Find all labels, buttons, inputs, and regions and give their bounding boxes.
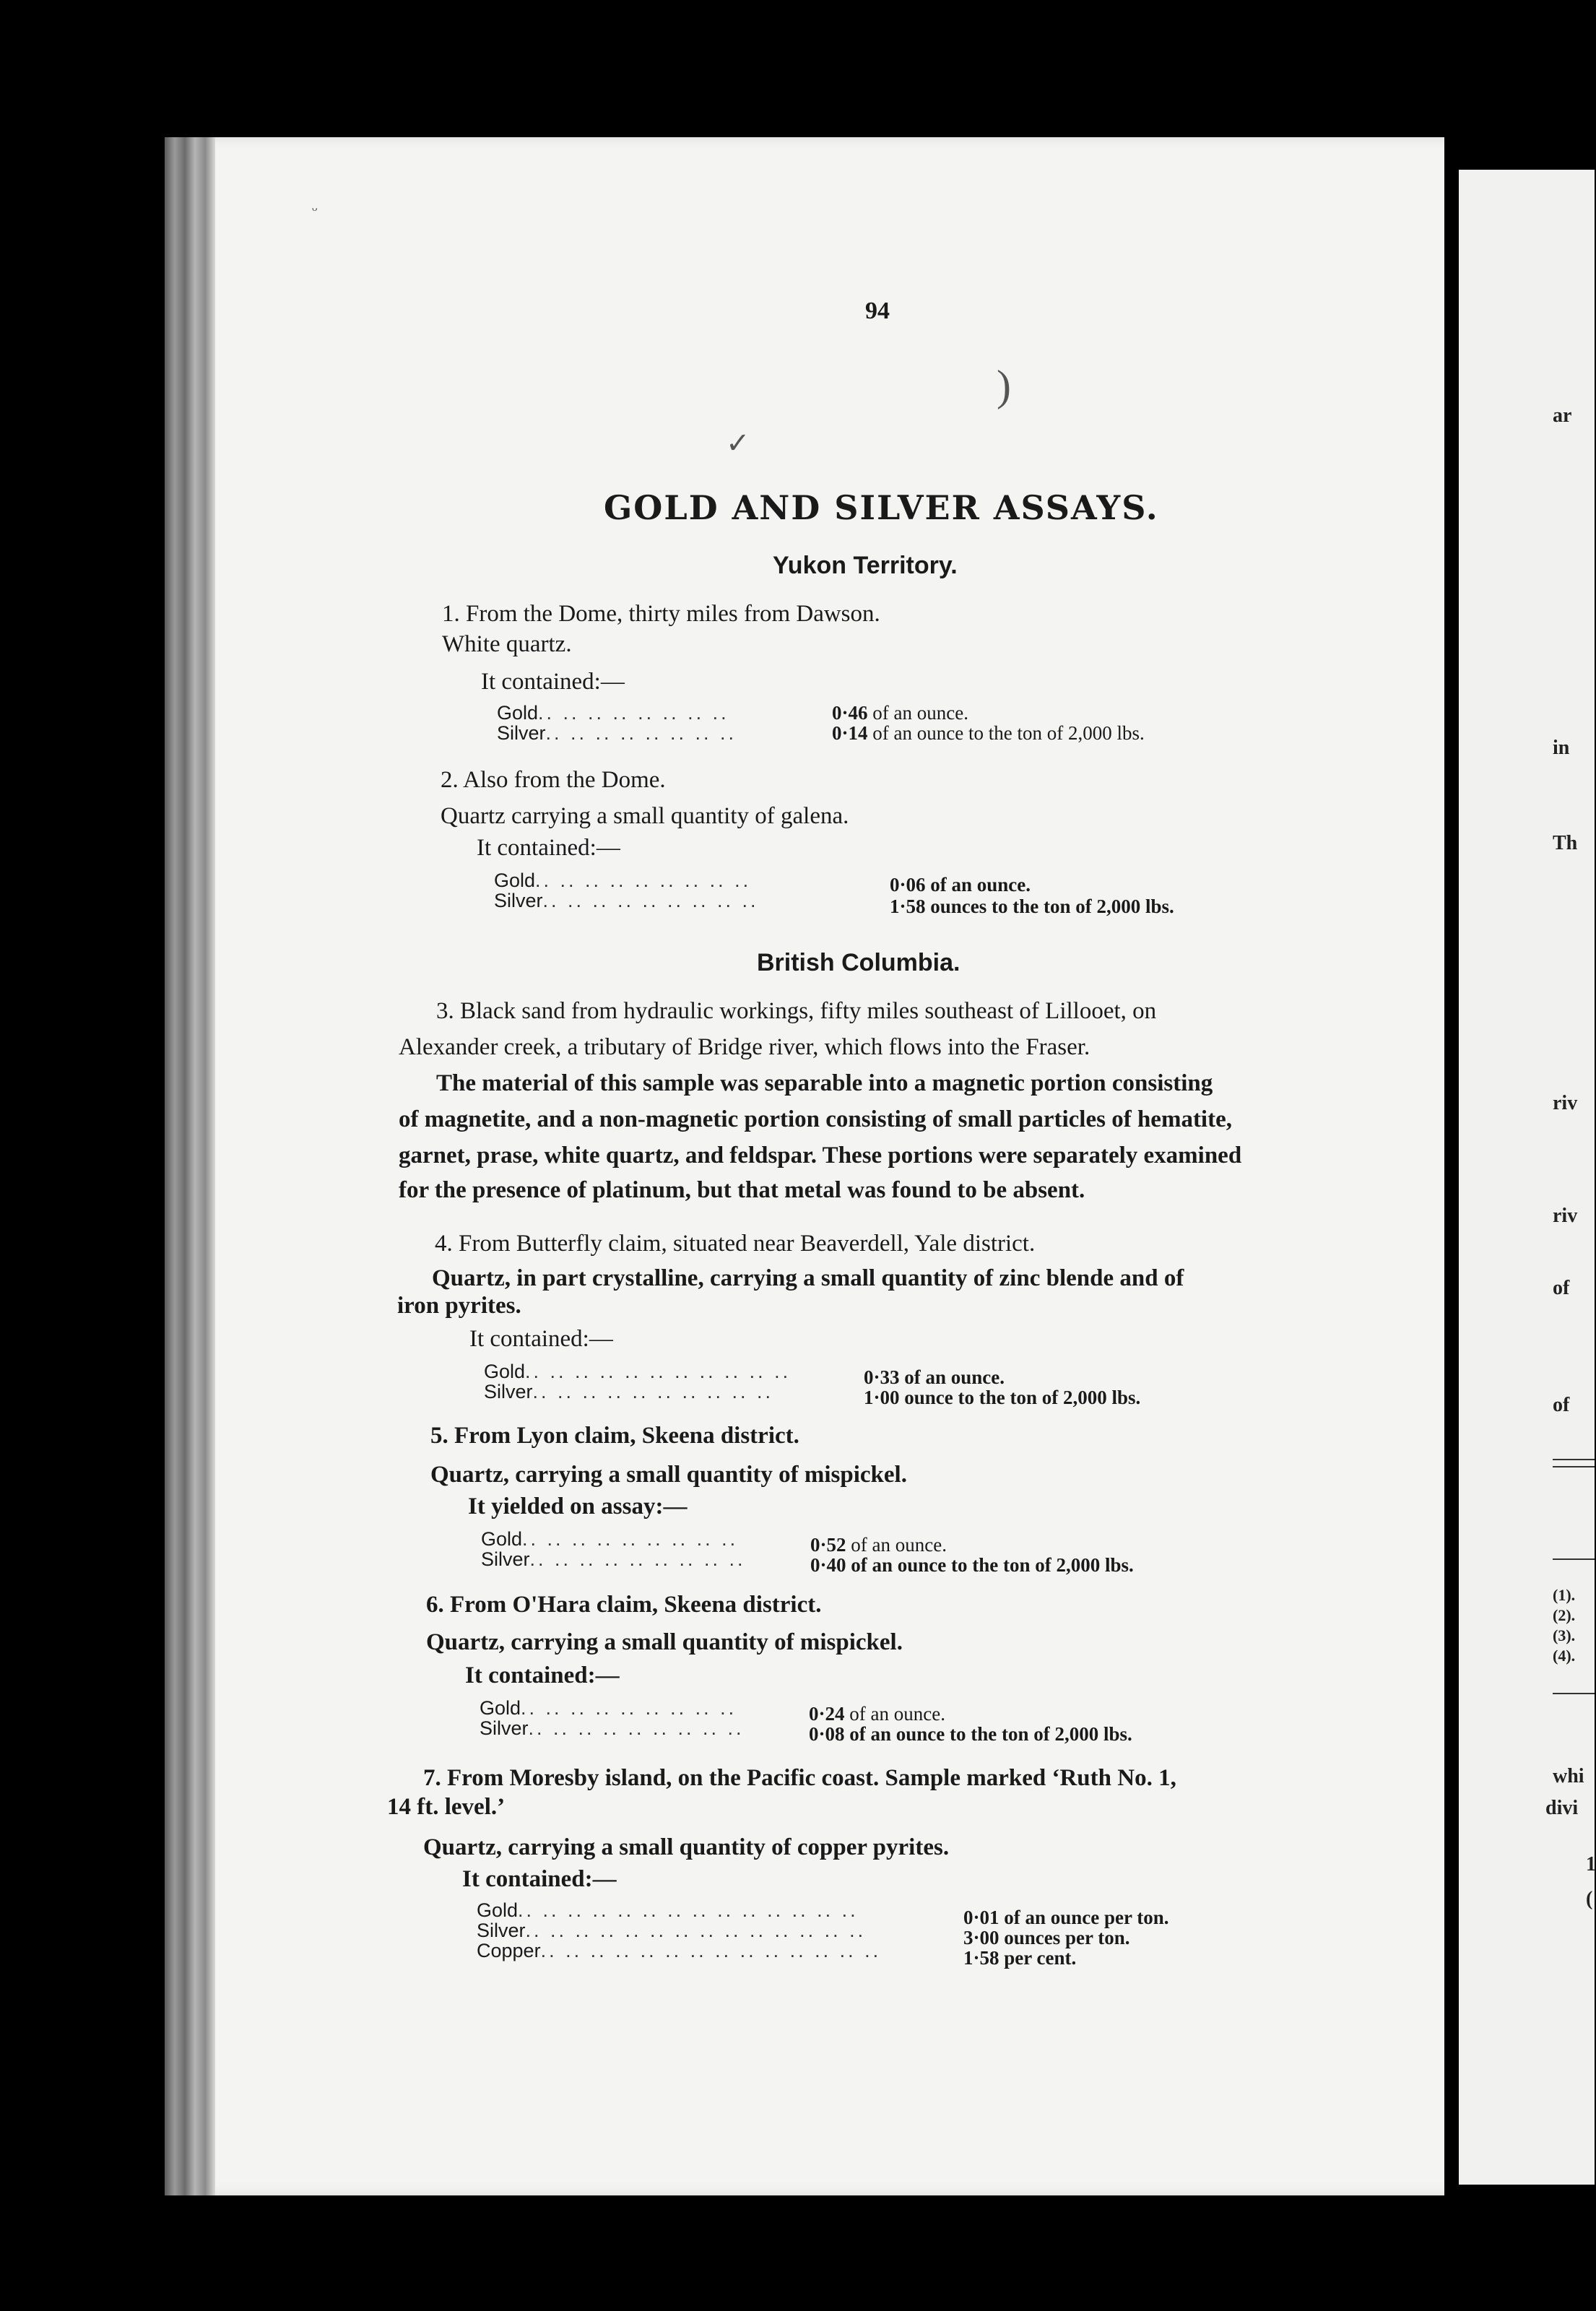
sample-line: of magnetite, and a non-magnetic portion consisting of small particles of hematite, bbox=[399, 1106, 1232, 1132]
sample-line: garnet, prase, white quartz, and feldspar. These portions were separately examined bbox=[399, 1143, 1242, 1168]
facing-page bbox=[1459, 170, 1595, 2185]
assay-label: Gold bbox=[497, 702, 539, 724]
scan-speck: ✓ bbox=[726, 427, 750, 459]
facing-fragment: whi bbox=[1553, 1765, 1584, 1787]
facing-fragment: ( bbox=[1586, 1888, 1593, 1910]
assay-value: 0·40 of an ounce to the ton of 2,000 lbs. bbox=[810, 1554, 1134, 1576]
facing-rule bbox=[1553, 1693, 1595, 1694]
sample-line: 7. From Moresby island, on the Pacific coast. Sample marked ‘Ruth No. 1, bbox=[423, 1765, 1176, 1791]
assay-label: Gold bbox=[484, 1361, 526, 1382]
scan-speck: ) bbox=[997, 362, 1011, 409]
assay-value: 0·52 of an ounce. bbox=[810, 1534, 947, 1556]
facing-fragment: (4). bbox=[1553, 1647, 1576, 1665]
facing-fragment: (1). bbox=[1553, 1586, 1576, 1604]
assay-label: Silver bbox=[484, 1381, 533, 1402]
sample-line: 1. From the Dome, thirty miles from Dawson. bbox=[442, 601, 880, 627]
facing-fragment: (3). bbox=[1553, 1626, 1576, 1644]
assay-label: Gold bbox=[481, 1528, 523, 1550]
assay-value: 0·14 of an ounce to the ton of 2,000 lbs. bbox=[832, 722, 1145, 744]
assay-label: Silver bbox=[497, 722, 546, 744]
assay-label: Silver bbox=[480, 1717, 529, 1739]
facing-fragment: riv bbox=[1553, 1205, 1578, 1227]
facing-fragment: Th bbox=[1553, 832, 1578, 854]
sample-line: Quartz, carrying a small quantity of copper pyrites. bbox=[423, 1834, 950, 1860]
assay-label: Gold bbox=[494, 870, 536, 891]
assay-value: 3·00 ounces per ton. bbox=[963, 1927, 1130, 1948]
facing-fragment: ar bbox=[1553, 404, 1572, 427]
sample-line: Quartz carrying a small quantity of galena. bbox=[441, 803, 849, 829]
assay-value: 1·58 per cent. bbox=[963, 1947, 1077, 1969]
assay-row-gold: Gold.. .. .. .. .. .. .. .. .. bbox=[494, 870, 752, 891]
facing-fragment: 1 bbox=[1586, 1853, 1596, 1876]
sample-line: 6. From O'Hara claim, Skeena district. bbox=[426, 1592, 822, 1618]
assay-label: Silver bbox=[494, 890, 543, 911]
sample-line: 5. From Lyon claim, Skeena district. bbox=[430, 1423, 799, 1449]
assay-intro: It contained:— bbox=[469, 1326, 613, 1352]
assay-intro: It contained:— bbox=[462, 1866, 617, 1892]
assay-row-gold: Gold.. .. .. .. .. .. .. .. .. .. .. .. .. .. bbox=[477, 1899, 859, 1921]
facing-fragment: riv bbox=[1553, 1092, 1578, 1114]
sample-line: Quartz, carrying a small quantity of mispickel. bbox=[426, 1629, 903, 1655]
assay-label: Gold bbox=[477, 1899, 519, 1921]
assay-label: Silver bbox=[481, 1548, 530, 1570]
facing-fragment: divi bbox=[1545, 1797, 1579, 1819]
facing-rule bbox=[1553, 1459, 1595, 1460]
assay-label: Copper bbox=[477, 1940, 541, 1961]
facing-fragment: of bbox=[1553, 1394, 1570, 1416]
assay-row-gold: Gold.. .. .. .. .. .. .. .. .. .. .. bbox=[484, 1361, 792, 1382]
assay-row-gold: Gold.. .. .. .. .. .. .. .. bbox=[497, 702, 729, 724]
facing-fragment: in bbox=[1553, 737, 1570, 759]
assay-row-silver: Silver.. .. .. .. .. .. .. .. bbox=[497, 722, 737, 744]
assay-row-silver: Silver.. .. .. .. .. .. .. .. .. bbox=[481, 1548, 746, 1570]
section-heading-bc: British Columbia. bbox=[757, 949, 960, 976]
assay-value: 0·06 of an ounce. bbox=[890, 874, 1031, 896]
assay-value: 0·08 of an ounce to the ton of 2,000 lbs. bbox=[809, 1723, 1132, 1745]
assay-value: 1·58 ounces to the ton of 2,000 lbs. bbox=[890, 896, 1174, 917]
page-number: 94 bbox=[865, 298, 890, 324]
assay-row-copper: Copper.. .. .. .. .. .. .. .. .. .. .. .. .. .. bbox=[477, 1940, 882, 1961]
assay-intro: It contained:— bbox=[481, 669, 625, 695]
assay-intro: It contained:— bbox=[465, 1662, 620, 1688]
sample-line: Alexander creek, a tributary of Bridge river, which flows into the Fraser. bbox=[399, 1034, 1090, 1060]
sample-line: The material of this sample was separable into a magnetic portion consisting bbox=[436, 1070, 1213, 1096]
assay-value: 1·00 ounce to the ton of 2,000 lbs. bbox=[864, 1387, 1141, 1408]
assay-value: 0·24 of an ounce. bbox=[809, 1703, 945, 1725]
assay-label: Gold bbox=[480, 1697, 521, 1719]
facing-rule bbox=[1553, 1466, 1595, 1467]
section-heading-yukon: Yukon Territory. bbox=[773, 552, 958, 579]
assay-row-silver: Silver.. .. .. .. .. .. .. .. .. .. .. .. .. .. bbox=[477, 1920, 867, 1941]
assay-intro: It yielded on assay:— bbox=[468, 1493, 688, 1519]
assay-row-silver: Silver.. .. .. .. .. .. .. .. .. .. bbox=[484, 1381, 774, 1402]
sample-line: for the presence of platinum, but that metal was found to be absent. bbox=[399, 1177, 1085, 1203]
page-binding bbox=[165, 137, 215, 2195]
sample-line: White quartz. bbox=[442, 631, 572, 657]
facing-rule bbox=[1553, 1558, 1595, 1560]
facing-fragment: of bbox=[1553, 1277, 1570, 1299]
sample-line: 3. Black sand from hydraulic workings, fifty miles southeast of Lillooet, on bbox=[436, 998, 1157, 1024]
scan-speck: ᵕ bbox=[312, 199, 318, 220]
sample-line: Quartz, in part crystalline, carrying a small quantity of zinc blende and of bbox=[432, 1265, 1184, 1291]
page-title: GOLD AND SILVER ASSAYS. bbox=[604, 488, 1159, 527]
assay-value: 0·46 of an ounce. bbox=[832, 702, 968, 724]
sample-line: Quartz, carrying a small quantity of mispickel. bbox=[430, 1462, 907, 1488]
facing-fragment: (2). bbox=[1553, 1606, 1576, 1624]
assay-row-gold: Gold.. .. .. .. .. .. .. .. .. bbox=[480, 1697, 737, 1719]
assay-row-gold: Gold.. .. .. .. .. .. .. .. .. bbox=[481, 1528, 739, 1550]
assay-row-silver: Silver.. .. .. .. .. .. .. .. .. bbox=[494, 890, 759, 911]
assay-intro: It contained:— bbox=[477, 835, 620, 861]
assay-value: 0·01 of an ounce per ton. bbox=[963, 1907, 1169, 1928]
sample-line: 2. Also from the Dome. bbox=[441, 767, 666, 793]
assay-row-silver: Silver.. .. .. .. .. .. .. .. .. bbox=[480, 1717, 745, 1739]
assay-label: Silver bbox=[477, 1920, 526, 1941]
assay-value: 0·33 of an ounce. bbox=[864, 1366, 1005, 1388]
sample-line: 4. From Butterfly claim, situated near Beaverdell, Yale district. bbox=[435, 1231, 1036, 1257]
sample-line: iron pyrites. bbox=[397, 1293, 521, 1319]
sample-line: 14 ft. level.’ bbox=[387, 1794, 506, 1820]
